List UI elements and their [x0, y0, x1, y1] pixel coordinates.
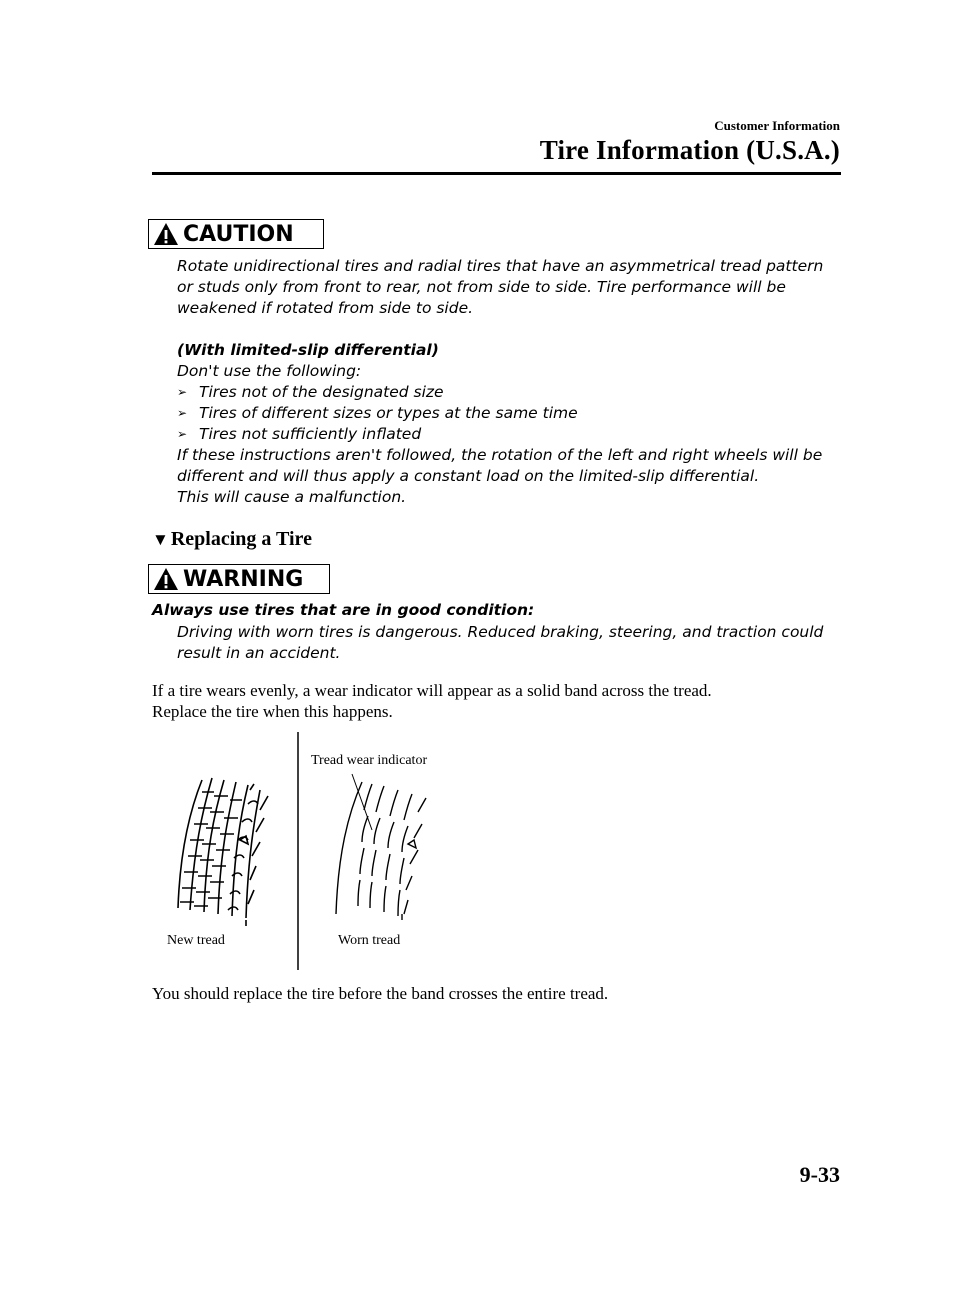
caution-bullet: ➢ Tires not sufficiently inflated — [177, 425, 422, 443]
caution-bullet: ➢ Tires of different sizes or types at the same time — [177, 404, 578, 422]
caution-line: or studs only from front to rear, not from side to side. Tire performance will be — [177, 278, 786, 296]
warning-badge — [148, 564, 330, 594]
body-paragraph-1 — [152, 680, 712, 722]
caution-line: This will cause a malfunction. — [177, 488, 407, 506]
header-rule — [152, 172, 841, 175]
running-header-title: Tire Information (U.S.A.) — [539, 135, 840, 165]
caution-label: CAUTION — [183, 221, 294, 247]
body-line: Replace the tire when this happens. — [152, 702, 393, 721]
new-tread-label: New tread — [167, 933, 225, 948]
running-header-section: Customer Information — [714, 118, 840, 133]
section-heading: ▼ Replacing a Tire — [152, 528, 312, 550]
warning-label: WARNING — [183, 566, 304, 592]
caution-badge — [148, 219, 324, 249]
caution-line: weakened if rotated from side to side. — [177, 299, 474, 317]
warning-triangle-icon — [153, 222, 179, 246]
warning-headline: Always use tires that are in good condition: — [152, 601, 535, 619]
page-number: 9-33 — [799, 1162, 840, 1187]
arrow-bullet-icon: ➢ — [177, 427, 188, 441]
caution-lead: Don't use the following: — [177, 362, 362, 380]
body-line: If a tire wears evenly, a wear indicator will appear as a solid band across the tread. — [152, 681, 712, 700]
caution-subhead: (With limited-slip differential) — [177, 341, 439, 359]
warning-triangle-icon — [153, 567, 179, 591]
body-paragraph-2: You should replace the tire before the band crosses the entire tread. — [152, 984, 609, 1003]
caution-paragraph-1 — [177, 256, 823, 319]
warning-body — [177, 622, 823, 664]
caution-line: If these instructions aren't followed, the rotation of the left and right wheels will be — [177, 446, 823, 464]
caution-bullet: ➢ Tires not of the designated size — [177, 383, 444, 401]
worn-tread-label: Worn tread — [338, 933, 401, 948]
arrow-bullet-icon: ➢ — [177, 406, 188, 420]
warning-line: result in an accident. — [177, 644, 341, 662]
section-triangle-icon: ▼ — [152, 530, 169, 549]
worn-tread-illustration — [336, 782, 426, 920]
caution-line: different and will thus apply a constant load on the limited-slip differential. — [177, 467, 760, 485]
new-tread-illustration — [178, 778, 268, 926]
caution-line: Rotate unidirectional tires and radial tires that have an asymmetrical tread pattern — [177, 257, 824, 275]
warning-line: Driving with worn tires is dangerous. Reduced braking, steering, and traction could — [177, 623, 824, 641]
arrow-bullet-icon: ➢ — [177, 385, 188, 399]
tread-wear-indicator-label: Tread wear indicator — [311, 753, 428, 768]
caution-paragraph-2 — [177, 340, 822, 508]
